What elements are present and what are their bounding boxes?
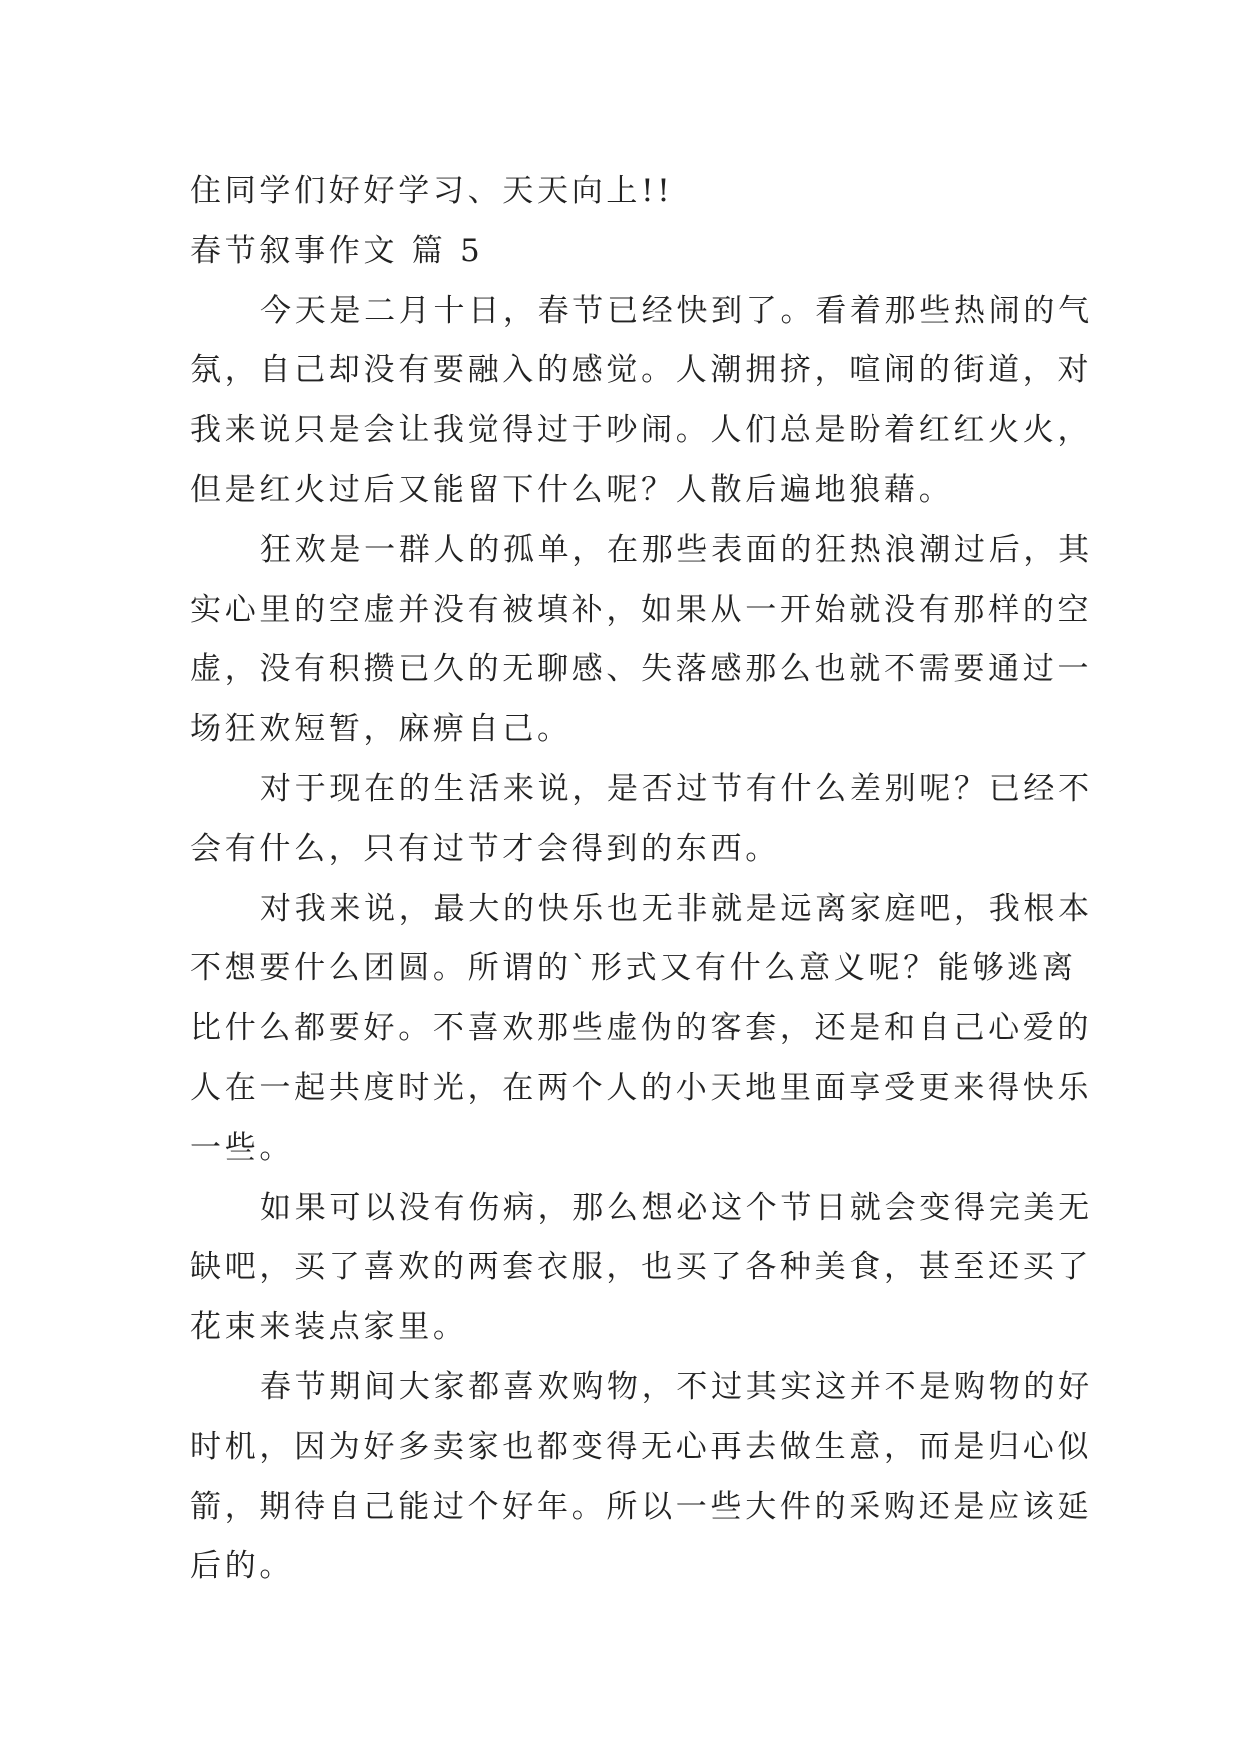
text-line: 虚，没有积攒已久的无聊感、失落感那么也就不需要通过一 <box>190 651 1093 688</box>
text-line: 氛，自己却没有要融入的感觉。人潮拥挤，喧闹的街道，对 <box>190 352 1093 389</box>
text-line: 春节期间大家都喜欢购物，不过其实这并不是购物的好 <box>260 1368 1093 1405</box>
text-line: 今天是二月十日，春节已经快到了。看着那些热闹的气 <box>260 292 1093 329</box>
text-line: 花束来装点家里。 <box>190 1309 468 1346</box>
text-line: 人在一起共度时光，在两个人的小天地里面享受更来得快乐 <box>190 1069 1093 1106</box>
article-title: 春节叙事作文 篇 5 <box>190 232 484 269</box>
text-line: 会有什么，只有过节才会得到的东西。 <box>190 830 780 867</box>
text-line: 但是红火过后又能留下什么呢？人散后遍地狼藉。 <box>190 471 954 508</box>
text-line: 对于现在的生活来说，是否过节有什么差别呢？已经不 <box>260 770 1093 807</box>
text-line: 场狂欢短暂，麻痹自己。 <box>190 711 572 748</box>
document-body <box>190 162 1093 1597</box>
text-line: 住同学们好好学习、天天向上!! <box>190 173 674 209</box>
text-line: 比什么都要好。不喜欢那些虚伪的客套，还是和自己心爱的 <box>190 1010 1093 1047</box>
text-line: 时机，因为好多卖家也都变得无心再去做生意，而是归心似 <box>190 1428 1093 1465</box>
text-line: 一些。 <box>190 1129 295 1166</box>
text-line: 不想要什么团圆。所谓的`形式又有什么意义呢？能够逃离 <box>190 950 1077 987</box>
text-line: 缺吧，买了喜欢的两套衣服，也买了各种美食，甚至还买了 <box>190 1249 1093 1286</box>
text-line: 对我来说，最大的快乐也无非就是远离家庭吧，我根本 <box>260 890 1093 927</box>
text-line: 实心里的空虚并没有被填补，如果从一开始就没有那样的空 <box>190 591 1093 628</box>
text-line: 狂欢是一群人的孤单，在那些表面的狂热浪潮过后，其 <box>260 531 1093 568</box>
text-line: 我来说只是会让我觉得过于吵闹。人们总是盼着红红火火， <box>190 412 1093 449</box>
text-line: 后的。 <box>190 1548 295 1585</box>
text-line: 如果可以没有伤病，那么想必这个节日就会变得完美无 <box>260 1189 1093 1226</box>
text-line: 箭，期待自己能过个好年。所以一些大件的采购还是应该延 <box>190 1488 1093 1525</box>
